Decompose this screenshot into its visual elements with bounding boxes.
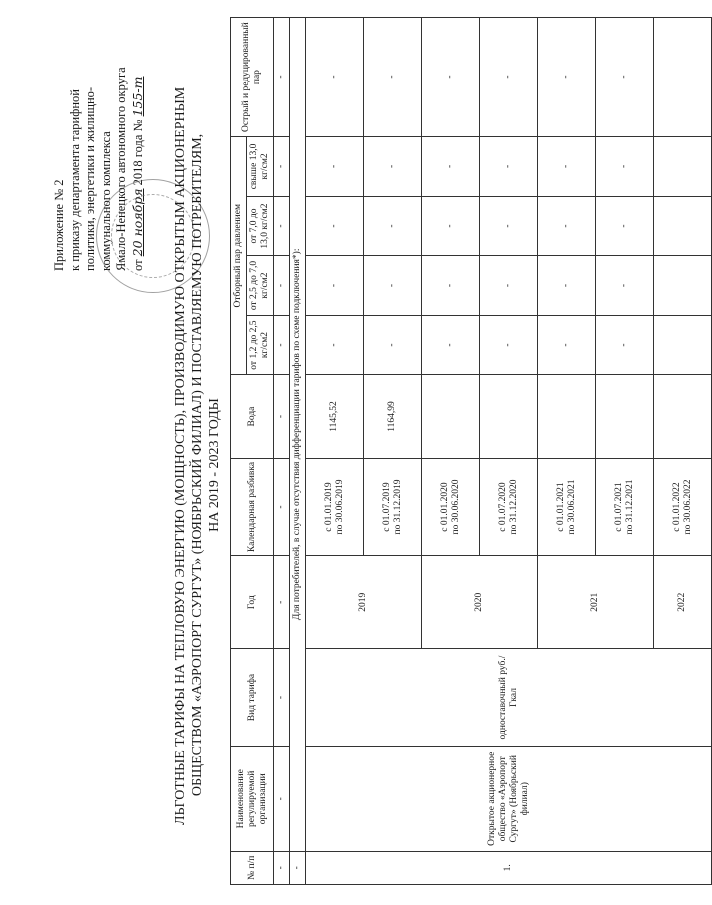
table-cell: - [274,256,290,316]
title-line: ОБЩЕСТВОМ «АЭРОПОРТ СУРГУТ» (НОЯБРЬСКИЙ ФИЛИАЛ) И ПОСТАВЛЯЕМУЮ ПОТРЕБИТЕЛЯМ, [190,133,205,797]
period-cell [596,458,654,556]
table-cell: - [306,256,364,316]
note-row [290,18,306,885]
year-cell: 2019 [306,556,422,649]
table-cell: - [422,137,480,197]
table-cell: - [538,256,596,316]
table-cell: - [274,649,290,747]
header-tariff-type: Вид тарифа [231,649,274,747]
table-cell: - [274,137,290,197]
water-cell [538,375,596,458]
table-cell: - [480,315,538,375]
table-cell: - [538,196,596,256]
table-cell: - [364,196,422,256]
table-cell [654,18,712,137]
period-to: по 31.12.2020 [508,479,519,535]
table-row [306,18,364,885]
period-to: по 31.12.2019 [392,479,403,535]
appendix-line: Ямало-Ненецкого автономного округа [114,67,128,271]
water-cell [596,375,654,458]
period-to: по 30.06.2021 [566,479,577,535]
table-cell: - [364,137,422,197]
period-to: по 30.06.2022 [682,479,693,535]
table-cell: - [274,315,290,375]
dash-row [274,18,290,885]
period-to: по 31.12.2021 [624,479,635,535]
table-cell: - [274,375,290,458]
period-to: по 30.06.2020 [450,479,461,535]
table-cell: - [480,196,538,256]
header-steam-4: свыше 13,0 кг/см2 [247,137,274,197]
table-cell: - [596,18,654,137]
period-from: с 01.01.2020 [439,482,450,532]
table-cell: - [306,315,364,375]
table-cell: - [422,18,480,137]
table-cell: - [596,315,654,375]
table-cell: - [422,196,480,256]
period-cell [538,458,596,556]
appendix-line: коммунального комплекса [98,131,113,271]
org-name: Открытое акционерное общество «Аэропорт Сургут» (Ноябрьский филиал) [306,746,712,851]
tariff-name: одноставочный руб./Гкал [306,649,712,747]
header-steam-2: от 2,5 до 7,0 кг/см2 [247,256,274,316]
year-cell: 2022 [654,556,712,649]
period-from: с 01.01.2022 [671,482,682,532]
header-steam: Отборный пар давлением [231,137,247,375]
period-to: по 30.06.2019 [334,479,345,535]
water-cell: 1164,99 [364,375,422,458]
table-cell [654,196,712,256]
water-cell [480,375,538,458]
table-cell: - [274,458,290,556]
table-cell: - [480,256,538,316]
table-cell [654,315,712,375]
year-cell: 2021 [538,556,654,649]
document-title [172,86,223,825]
table-cell [654,256,712,316]
table-cell: - [596,196,654,256]
table-cell: - [538,315,596,375]
table-cell: - [274,556,290,649]
period-from: с 01.07.2021 [613,482,624,532]
handwritten-order-number: 155-т [129,76,145,117]
water-cell [422,375,480,458]
header-org: Наименование регулируемой организации [231,746,274,851]
table-cell: - [364,315,422,375]
table-cell: - [306,196,364,256]
tariff-table [230,17,712,885]
period-cell [654,458,712,556]
table-cell: - [480,18,538,137]
table-cell: - [274,18,290,137]
header-year: Год [231,556,274,649]
appendix-line: политики, энергетики и жилищно- [83,86,97,271]
header-steam-1: от 1,2 до 2,5 кг/см2 [247,315,274,375]
date-year: 2018 года № [130,119,145,186]
year-cell: 2020 [422,556,538,649]
header-period: Календарная разбивка [231,458,274,556]
period-from: с 01.01.2021 [555,482,566,532]
appendix-line: Приложение № 2 [52,179,66,271]
water-cell: 1145,52 [306,375,364,458]
period-cell [364,458,422,556]
table-cell: - [274,851,290,884]
table-cell: - [538,18,596,137]
table-cell: - [596,256,654,316]
table-cell: - [480,137,538,197]
table-cell: - [364,256,422,316]
header-steam-3: от 7,0 до 13,0 кг/см2 [247,196,274,256]
table-cell: - [596,137,654,197]
table-cell: - [306,137,364,197]
period-from: с 01.01.2019 [323,482,334,532]
table-cell: - [422,315,480,375]
appendix-line: к приказу департамента тарифной [67,89,82,271]
table-cell: - [306,18,364,137]
header-num: № п/п [231,851,274,884]
period-cell [480,458,538,556]
period-cell [422,458,480,556]
row-number: 1. [306,851,712,884]
date-prefix: от [130,259,145,271]
table-cell: - [290,851,306,884]
table-cell: - [364,18,422,137]
period-from: с 01.07.2020 [497,482,508,532]
period-from: с 01.07.2019 [381,482,392,532]
table-cell: - [274,746,290,851]
table-cell: - [538,137,596,197]
title-line: ЛЬГОТНЫЕ ТАРИФЫ НА ТЕПЛОВУЮ ЭНЕРГИЮ (МОЩНОСТЬ), ПРОИЗВОДИМУЮ ОТКРЫТЫМ АКЦИОНЕРНЫМ [173,86,188,825]
table-cell: - [422,256,480,316]
note-text: Для потребителей, в случае отсутствия дифференциации тарифов по схеме подключения*): [290,18,306,852]
header-row [231,18,247,885]
period-cell [306,458,364,556]
handwritten-date: 20 ноября [129,188,145,257]
water-cell [654,375,712,458]
table-cell [654,137,712,197]
header-water: Вода [231,375,274,458]
table-cell: - [274,196,290,256]
header-sharp-steam: Острый и редуцированный пар [231,18,274,137]
title-line: НА 2019 - 2023 ГОДЫ [207,398,222,532]
